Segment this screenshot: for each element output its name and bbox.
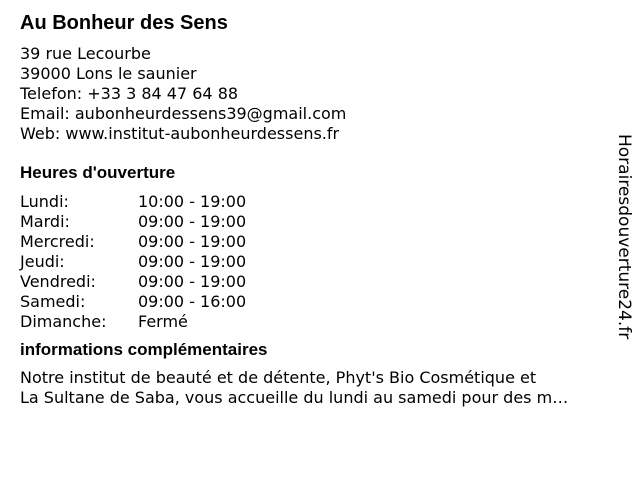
hours-row-monday — [20, 192, 610, 212]
day-label: Lundi: — [20, 192, 69, 211]
day-label: Mercredi: — [20, 232, 95, 251]
phone-row — [20, 84, 610, 104]
hours-row-friday — [20, 272, 610, 292]
brand-watermark: Horairesdouverture24.fr — [614, 134, 634, 340]
day-hours: 09:00 - 19:00 — [138, 272, 247, 291]
hours-row-wednesday — [20, 232, 610, 252]
day-label: Mardi: — [20, 212, 70, 231]
web-label: Web: — [20, 124, 61, 143]
web-row — [20, 124, 610, 144]
business-name: Au Bonheur des Sens — [20, 12, 228, 34]
day-hours: Fermé — [138, 312, 188, 331]
day-hours: 10:00 - 19:00 — [138, 192, 247, 211]
day-label: Dimanche: — [20, 312, 107, 331]
website-link[interactable]: www.institut-aubonheurdessens.fr — [65, 124, 340, 143]
hours-table — [20, 192, 610, 332]
day-hours: 09:00 - 19:00 — [138, 252, 247, 271]
info-line-2: La Sultane de Saba, vous accueille du lundi au samedi pour des m… — [20, 388, 569, 407]
hours-row-saturday — [20, 292, 610, 312]
day-hours: 09:00 - 16:00 — [138, 292, 247, 311]
address-line-2: 39000 Lons le saunier — [20, 64, 197, 83]
business-card — [20, 10, 610, 408]
hours-row-sunday — [20, 312, 610, 332]
address-line-1: 39 rue Lecourbe — [20, 44, 151, 63]
phone-link[interactable]: +33 3 84 47 64 88 — [87, 84, 239, 103]
hours-row-thursday — [20, 252, 610, 272]
email-link[interactable]: aubonheurdessens39@gmail.com — [74, 104, 347, 123]
day-label: Vendredi: — [20, 272, 96, 291]
info-heading: informations complémentaires — [20, 340, 268, 359]
day-label: Jeudi: — [20, 252, 65, 271]
day-hours: 09:00 - 19:00 — [138, 212, 247, 231]
email-label: Email: — [20, 104, 70, 123]
info-line-1: Notre institut de beauté et de détente, Phyt's Bio Cosmétique et — [20, 368, 537, 387]
day-hours: 09:00 - 19:00 — [138, 232, 247, 251]
phone-label: Telefon: — [20, 84, 83, 103]
day-label: Samedi: — [20, 292, 86, 311]
hours-row-tuesday — [20, 212, 610, 232]
info-description — [20, 368, 610, 408]
email-row — [20, 104, 610, 124]
hours-heading: Heures d'ouverture — [20, 163, 176, 182]
